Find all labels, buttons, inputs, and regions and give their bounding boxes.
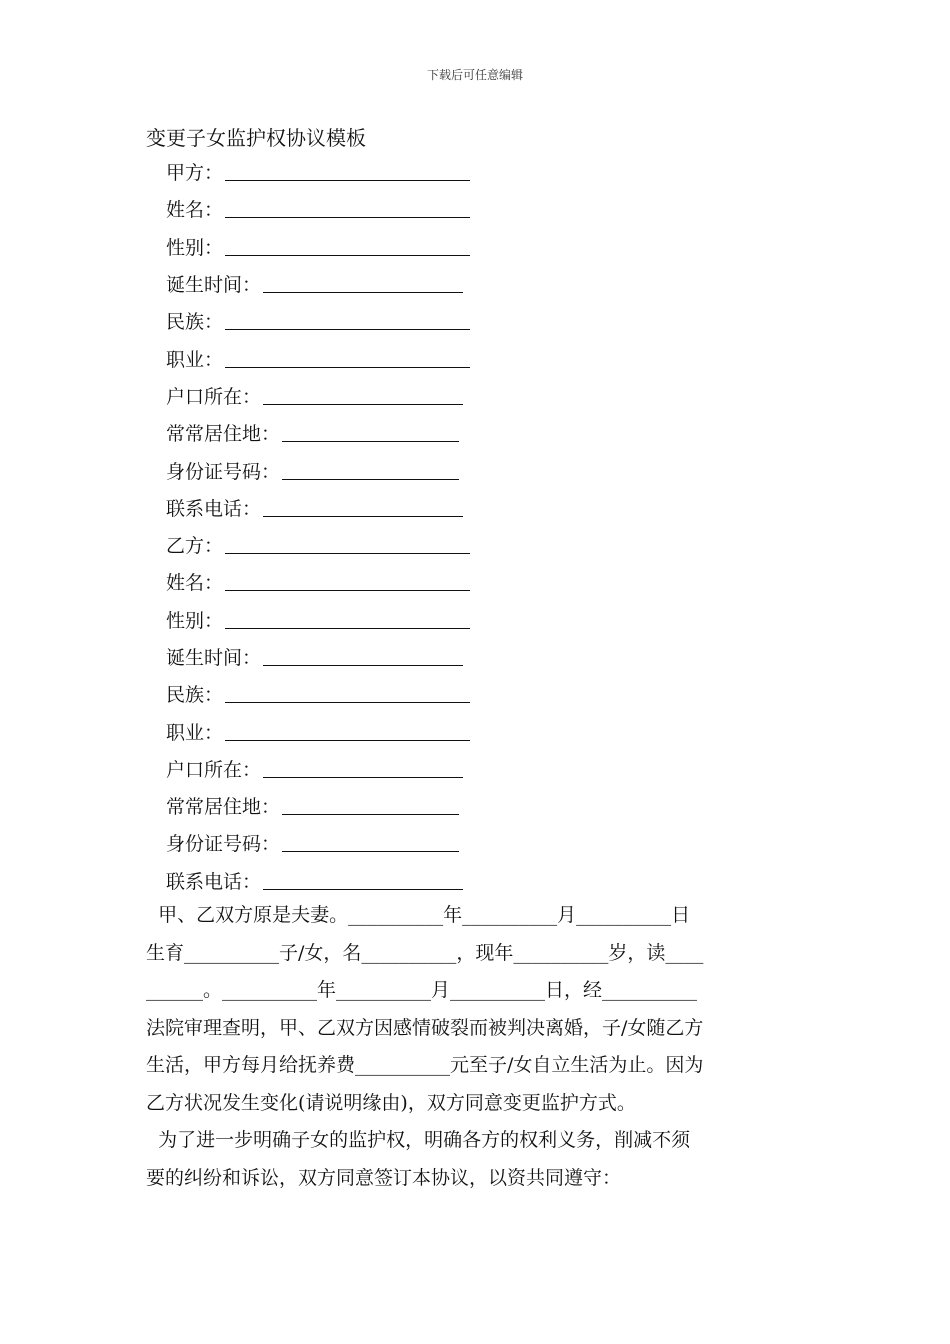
fill-in-blank[interactable] [263,871,463,890]
form-field [166,265,470,302]
fill-in-blank[interactable] [263,759,463,778]
fill-in-blank[interactable] [263,274,463,293]
field-label: 职业： [166,348,224,371]
page-header-note: 下载后可任意编辑 [426,68,523,82]
field-label: 姓名： [166,199,224,222]
fill-in-blank[interactable] [225,162,470,181]
field-label: 姓名： [166,572,224,595]
field-label: 联系电话： [166,870,262,893]
field-label: 户口所在： [166,758,262,781]
paragraph-line: 乙方状况发生变化(请说明缘由)，双方同意变更监护方式。 [146,1091,636,1114]
paragraph-purpose [146,1122,806,1197]
document-title: 变更子女监护权协议模板 [146,126,366,150]
fill-in-blank[interactable] [225,572,470,591]
paragraph-background [146,897,806,1123]
form-field [166,787,470,824]
fill-in-blank[interactable] [225,722,470,741]
form-field [166,750,470,787]
field-label: 职业： [166,721,224,744]
form-field [166,190,470,227]
form-field [166,302,470,339]
fill-in-blank[interactable] [225,684,470,703]
field-label: 性别： [166,609,224,632]
field-label: 乙方： [166,535,224,558]
form-field [166,228,470,265]
form-field [166,563,470,600]
field-label: 诞生时间： [166,274,262,297]
field-label: 身份证号码： [166,460,281,483]
fill-in-blank[interactable] [225,311,470,330]
form-field [166,712,470,749]
paragraph-line: 为了进一步明确子女的监护权，明确各方的权利义务，削减不须 [146,1129,691,1151]
fill-in-blank[interactable] [225,535,470,554]
paragraph-line: 甲、乙双方原是夫妻。__________年__________月__________日 [146,904,691,926]
field-label: 甲方： [166,162,224,185]
form-field [166,824,470,861]
field-label: 诞生时间： [166,647,262,669]
fill-in-blank[interactable] [225,610,470,629]
fill-in-blank[interactable] [263,386,463,405]
party-fields [166,153,470,899]
fill-in-blank[interactable] [282,833,459,852]
fill-in-blank[interactable] [225,199,470,218]
fill-in-blank[interactable] [263,498,463,517]
paragraph-line: 要的纠纷和诉讼，双方同意签订本协议，以资共同遵守： [146,1166,622,1189]
form-field [166,638,470,675]
fill-in-blank[interactable] [263,647,463,666]
field-label: 常常居住地： [166,423,281,446]
paragraph-line: 生活，甲方每月给抚养费__________元至子/女自立生活为止。因为 [146,1054,704,1077]
field-label: 性别： [166,236,224,259]
paragraph-line: ______。__________年__________月__________日，经__________ [146,979,698,1002]
form-field [166,377,470,414]
form-field [166,153,470,190]
form-field [166,489,470,526]
form-field [166,675,470,712]
fill-in-blank[interactable] [282,796,459,815]
form-field [166,414,470,451]
form-field [166,451,470,488]
fill-in-blank[interactable] [282,423,459,442]
form-field [166,526,470,563]
field-label: 身份证号码： [166,833,281,856]
form-field [166,601,470,638]
paragraph-line: 法院审理查明，甲、乙双方因感情破裂而被判决离婚，子/女随乙方 [146,1016,704,1039]
field-label: 民族： [166,684,224,707]
field-label: 常常居住地： [166,796,281,819]
form-field [166,862,470,899]
fill-in-blank[interactable] [225,237,470,256]
field-label: 联系电话： [166,497,262,520]
field-label: 民族： [166,311,224,334]
fill-in-blank[interactable] [282,461,459,480]
field-label: 户口所在： [166,385,262,408]
fill-in-blank[interactable] [225,349,470,368]
form-field [166,339,470,376]
paragraph-line: 生育__________子/女，名__________，现年__________岁，读____ [146,941,704,964]
